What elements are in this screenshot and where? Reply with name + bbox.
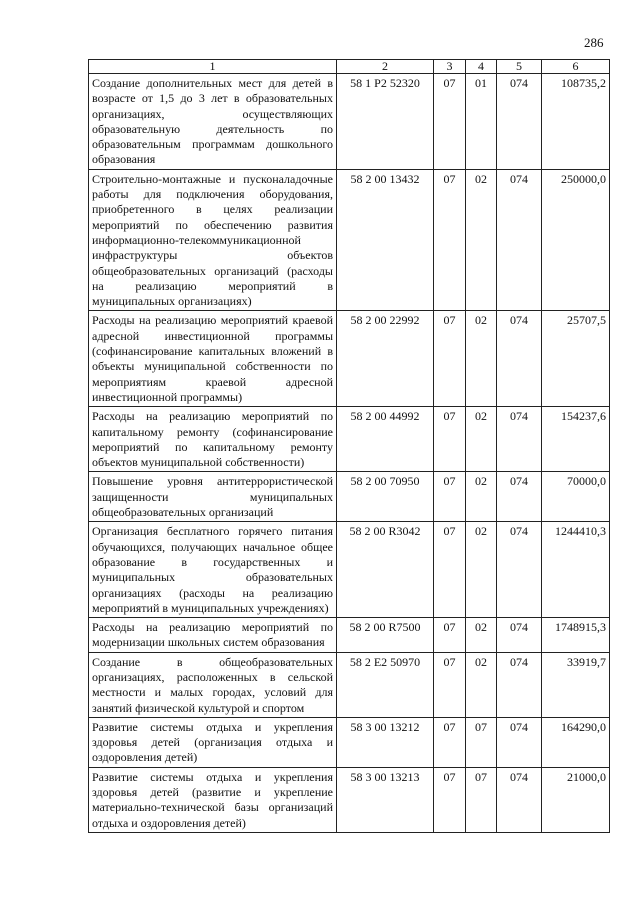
table-row: [89, 767, 610, 832]
section-code: 07: [434, 652, 466, 717]
expense-name: Расходы на реализацию мероприятий по модернизации школьных систем образования: [89, 618, 337, 653]
column-header: 3: [434, 60, 466, 74]
expense-type-code: 074: [497, 717, 542, 767]
expense-name: Расходы на реализацию мероприятий краевой адресной инвестиционной программы (софинансирование капитальных вложений в объекты муниципальной собственности по мероприятиям краевой адресной инвестиционной программы): [89, 311, 337, 407]
target-code: 58 2 00 44992: [337, 407, 434, 472]
amount: 1244410,3: [542, 522, 610, 618]
table-row: [89, 311, 610, 407]
column-header: 2: [337, 60, 434, 74]
target-code: 58 3 00 13212: [337, 717, 434, 767]
target-code: 58 2 E2 50970: [337, 652, 434, 717]
expense-type-code: 074: [497, 311, 542, 407]
table-row: [89, 472, 610, 522]
column-header: 1: [89, 60, 337, 74]
section-code: 07: [434, 522, 466, 618]
section-code: 07: [434, 618, 466, 653]
expense-name: Создание дополнительных мест для детей в возрасте от 1,5 до 3 лет в образовательных организациях, осуществляющих образовательную деятельность по образовательным программам дошкольного образования: [89, 74, 337, 170]
expense-name: Развитие системы отдыха и укрепления здоровья детей (организация отдыха и оздоровления детей): [89, 717, 337, 767]
expense-name: Организация бесплатного горячего питания обучающихся, получающих начальное общее образование в государственных и муниципальных образовательных организациях (расходы на реализацию мероприятий в муниципальных учреждениях): [89, 522, 337, 618]
expense-type-code: 074: [497, 767, 542, 832]
expense-name: Создание в общеобразовательных организациях, расположенных в сельской местности и малых городах, условий для занятий физической культурой и спортом: [89, 652, 337, 717]
subsection-code: 02: [466, 522, 497, 618]
expense-name: Повышение уровня антитеррористической защищенности муниципальных общеобразовательных организаций: [89, 472, 337, 522]
amount: 33919,7: [542, 652, 610, 717]
subsection-code: 07: [466, 717, 497, 767]
table-row: [89, 74, 610, 170]
amount: 70000,0: [542, 472, 610, 522]
expense-type-code: 074: [497, 472, 542, 522]
expense-name: Развитие системы отдыха и укрепления здоровья детей (развитие и укрепление материально-технической базы организаций отдыха и оздоровления детей): [89, 767, 337, 832]
table-row: [89, 717, 610, 767]
subsection-code: 02: [466, 311, 497, 407]
expense-type-code: 074: [497, 169, 542, 311]
expense-type-code: 074: [497, 618, 542, 653]
target-code: 58 2 00 R7500: [337, 618, 434, 653]
section-code: 07: [434, 311, 466, 407]
expense-name: Расходы на реализацию мероприятий по капитальному ремонту (софинансирование мероприятий по капитальному ремонту объектов муниципальной собственности): [89, 407, 337, 472]
section-code: 07: [434, 472, 466, 522]
expense-type-code: 074: [497, 522, 542, 618]
target-code: 58 2 00 R3042: [337, 522, 434, 618]
amount: 21000,0: [542, 767, 610, 832]
amount: 108735,2: [542, 74, 610, 170]
table-row: [89, 618, 610, 653]
subsection-code: 02: [466, 169, 497, 311]
section-code: 07: [434, 407, 466, 472]
budget-table: [88, 59, 610, 833]
expense-type-code: 074: [497, 407, 542, 472]
amount: 1748915,3: [542, 618, 610, 653]
target-code: 58 1 P2 52320: [337, 74, 434, 170]
column-header: 5: [497, 60, 542, 74]
amount: 250000,0: [542, 169, 610, 311]
subsection-code: 02: [466, 618, 497, 653]
section-code: 07: [434, 767, 466, 832]
section-code: 07: [434, 74, 466, 170]
column-header: 6: [542, 60, 610, 74]
expense-type-code: 074: [497, 74, 542, 170]
table-row: [89, 169, 610, 311]
section-code: 07: [434, 717, 466, 767]
amount: 154237,6: [542, 407, 610, 472]
target-code: 58 3 00 13213: [337, 767, 434, 832]
header-row: [89, 60, 610, 74]
table-row: [89, 522, 610, 618]
subsection-code: 02: [466, 472, 497, 522]
column-header: 4: [466, 60, 497, 74]
subsection-code: 02: [466, 407, 497, 472]
subsection-code: 02: [466, 652, 497, 717]
subsection-code: 01: [466, 74, 497, 170]
target-code: 58 2 00 70950: [337, 472, 434, 522]
target-code: 58 2 00 13432: [337, 169, 434, 311]
expense-type-code: 074: [497, 652, 542, 717]
amount: 164290,0: [542, 717, 610, 767]
table-row: [89, 407, 610, 472]
expense-name: Строительно-монтажные и пусконаладочные работы для подключения оборудования, приобретенного в целях реализации мероприятий по обеспечению развития информационно-телекоммуникационной инфраструктуры объектов общеобразовательных организаций (расходы на реализацию мероприятий в муниципальных организациях): [89, 169, 337, 311]
subsection-code: 07: [466, 767, 497, 832]
page-number: 286: [584, 35, 604, 50]
target-code: 58 2 00 22992: [337, 311, 434, 407]
section-code: 07: [434, 169, 466, 311]
table-row: [89, 652, 610, 717]
amount: 25707,5: [542, 311, 610, 407]
